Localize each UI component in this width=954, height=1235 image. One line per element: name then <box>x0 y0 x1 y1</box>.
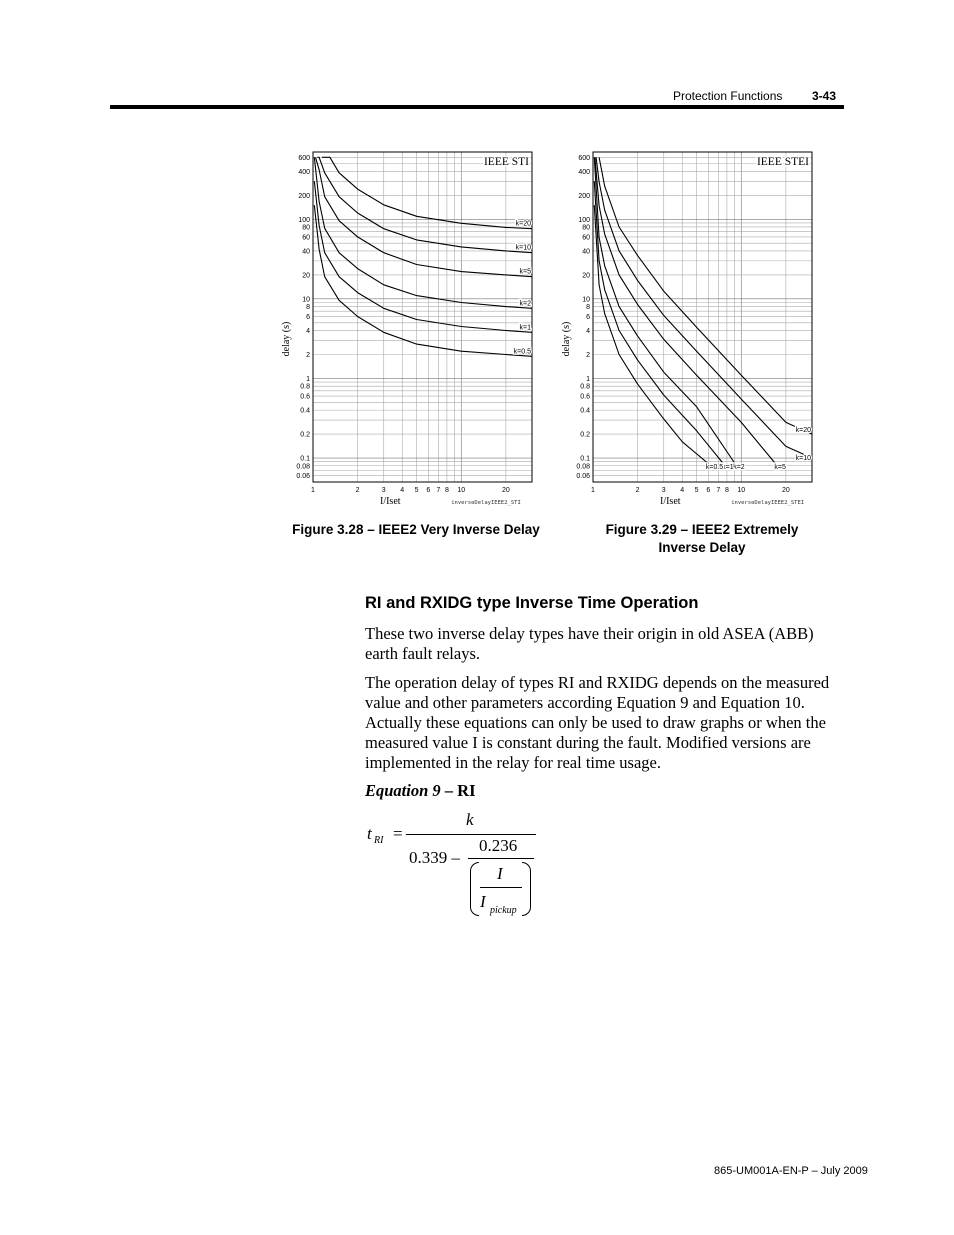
y-tick-label: 8 <box>306 304 310 312</box>
paragraph-operation: The operation delay of types RI and RXIDG depends on the measured value and other parameters according Equation 9 and Equation 10. Actually these equations can only be used to draw graphs or when the measured value I is constant during the fault. Modified versions are implemented in the relay for real time usage. <box>365 673 830 772</box>
y-tick-label: 0.6 <box>580 393 590 401</box>
x-tick-label: 8 <box>724 487 729 494</box>
equation-label <box>365 781 476 801</box>
y-tick-label: 4 <box>586 328 590 336</box>
paragraph-origin: These two inverse delay types have their origin in old ASEA (ABB) earth fault relays. <box>365 624 814 663</box>
x-tick-label: 20 <box>781 487 790 494</box>
formula-right-paren <box>522 862 531 916</box>
series-label: k=2 <box>733 463 745 471</box>
chart-ieee-stei <box>558 150 818 510</box>
grid <box>313 152 532 482</box>
y-axis-label: delay (s) <box>561 321 572 357</box>
x-tick-label: 8 <box>444 487 449 494</box>
y-tick-label: 2 <box>306 351 310 359</box>
series-label: k=10 <box>795 455 811 463</box>
footer-doc-id: 865-UM001A-EN-P – July 2009 <box>714 1165 868 1177</box>
y-tick-label: 0.08 <box>296 463 310 471</box>
y-tick-label: 6 <box>586 314 590 322</box>
section-heading: RI and RXIDG type Inverse Time Operation <box>365 594 699 612</box>
y-tick-label: 10 <box>582 296 590 304</box>
y-tick-label: 200 <box>578 192 590 200</box>
y-tick-label: 6 <box>306 314 310 322</box>
x-tick-label: 6 <box>706 487 711 494</box>
y-tick-label: 60 <box>302 234 310 242</box>
series-label: k=0.5 <box>513 348 531 356</box>
header-section-title: Protection Functions <box>673 89 783 103</box>
equation-ri-formula <box>362 808 562 923</box>
y-tick-label: 0.8 <box>580 383 590 391</box>
x-tick-label: 10 <box>457 487 466 494</box>
series-line-k20 <box>599 157 812 434</box>
y-tick-label: 600 <box>578 154 590 162</box>
y-tick-label: 10 <box>302 296 310 304</box>
y-tick-label: 80 <box>582 224 590 232</box>
series-label: k=20 <box>515 220 531 228</box>
formula-numerator: k <box>466 810 474 829</box>
formula-main-fraction-bar <box>406 834 536 835</box>
x-tick-label: 7 <box>436 487 441 494</box>
y-tick-label: 40 <box>302 248 310 256</box>
formula-inner-fraction-bar <box>468 858 534 859</box>
y-tick-label: 8 <box>586 304 590 312</box>
y-tick-label: 0.4 <box>580 407 590 415</box>
y-tick-label: 0.06 <box>576 473 590 481</box>
x-tick-label: 3 <box>381 487 386 494</box>
x-tick-label: 10 <box>737 487 746 494</box>
plot-frame <box>313 152 532 482</box>
x-tick-label: 4 <box>680 487 685 494</box>
formula-left-paren <box>470 862 479 916</box>
y-tick-label: 40 <box>582 248 590 256</box>
formula-lhs-subscript: RI <box>374 835 384 846</box>
y-tick-label: 0.6 <box>300 393 310 401</box>
y-tick-label: 0.1 <box>300 455 310 463</box>
x-tick-label: 6 <box>426 487 431 494</box>
chart-ieee-sti-svg <box>278 150 538 510</box>
x-axis-label: I/Iset <box>659 496 681 507</box>
formula-equals: = <box>393 824 403 843</box>
figure-caption-3-29-line2: Inverse Delay <box>658 540 746 555</box>
series-label: k=1 <box>722 463 734 471</box>
x-tick-label: 7 <box>716 487 721 494</box>
y-tick-label: 0.06 <box>296 473 310 481</box>
formula-i-numerator: I <box>497 864 503 883</box>
equation-label-number: Equation 9 <box>365 781 441 800</box>
series-label: k=2 <box>519 300 531 308</box>
series-label: k=0.5 <box>705 463 724 471</box>
figure-caption-3-29-line1: Figure 3.29 – IEEE2 Extremely <box>605 522 799 537</box>
x-tick-label: 2 <box>355 487 360 494</box>
x-tick-label: 3 <box>661 487 666 494</box>
series-line-k20 <box>322 157 532 228</box>
header-page-number: 3-43 <box>812 89 837 103</box>
figure-caption-3-28-line1: Figure 3.28 – IEEE2 Very Inverse Delay <box>292 522 540 537</box>
formula-ratio-bar <box>480 887 522 888</box>
series-label: k=10 <box>515 244 531 252</box>
y-tick-label: 400 <box>298 168 310 176</box>
y-tick-label: 0.4 <box>300 407 310 415</box>
chart-ieee-stei-svg <box>558 150 818 510</box>
chart-file-label: inverseDelayIEEE2_STI <box>451 500 521 506</box>
chart-file-label: inverseDelayIEEE2_STEI <box>731 500 805 506</box>
series-label: k=1 <box>519 324 531 332</box>
y-tick-label: 200 <box>298 192 310 200</box>
x-tick-label: 2 <box>635 487 640 494</box>
y-tick-label: 80 <box>302 224 310 232</box>
y-tick-label: 20 <box>302 272 310 280</box>
figure-caption-3-28 <box>285 521 547 539</box>
series-line-k05 <box>594 205 713 468</box>
formula-pickup-subscript: pickup <box>490 905 517 916</box>
y-axis-label: delay (s) <box>281 321 292 357</box>
y-tick-label: 60 <box>582 234 590 242</box>
series-label: k=20 <box>795 427 811 435</box>
y-tick-label: 4 <box>306 328 310 336</box>
formula-constant-1: 0.339 – <box>409 848 460 867</box>
y-tick-label: 0.08 <box>576 463 590 471</box>
y-tick-label: 20 <box>582 272 590 280</box>
y-tick-label: 0.1 <box>580 455 590 463</box>
y-tick-label: 0.2 <box>580 431 590 439</box>
figure-caption-3-29 <box>582 521 822 557</box>
equation-label-name: – RI <box>440 781 476 800</box>
series-label: k=5 <box>774 463 786 471</box>
x-tick-label: 5 <box>694 487 699 494</box>
y-tick-label: 400 <box>578 168 590 176</box>
y-tick-label: 1 <box>306 375 310 383</box>
chart-type-label: IEEE STEI <box>756 156 809 168</box>
y-tick-label: 600 <box>298 154 310 162</box>
formula-lhs: t <box>367 824 372 843</box>
y-tick-label: 1 <box>586 375 590 383</box>
header-rule <box>110 105 844 109</box>
y-tick-label: 0.2 <box>300 431 310 439</box>
y-tick-label: 100 <box>578 216 590 224</box>
formula-constant-2: 0.236 <box>479 836 518 855</box>
series-line-k10 <box>596 157 812 458</box>
chart-ieee-sti <box>278 150 538 510</box>
series-label: k=5 <box>519 268 531 276</box>
y-tick-label: 2 <box>586 351 590 359</box>
x-tick-label: 20 <box>501 487 510 494</box>
x-tick-label: 4 <box>400 487 405 494</box>
y-tick-label: 100 <box>298 216 310 224</box>
x-tick-label: 1 <box>591 487 595 494</box>
chart-type-label: IEEE STI <box>483 156 529 168</box>
y-tick-label: 0.8 <box>300 383 310 391</box>
x-axis-label: I/Iset <box>379 496 401 507</box>
x-tick-label: 5 <box>414 487 419 494</box>
formula-i-denominator: I <box>480 892 486 911</box>
x-tick-label: 1 <box>311 487 315 494</box>
series-line-k1 <box>594 181 727 468</box>
